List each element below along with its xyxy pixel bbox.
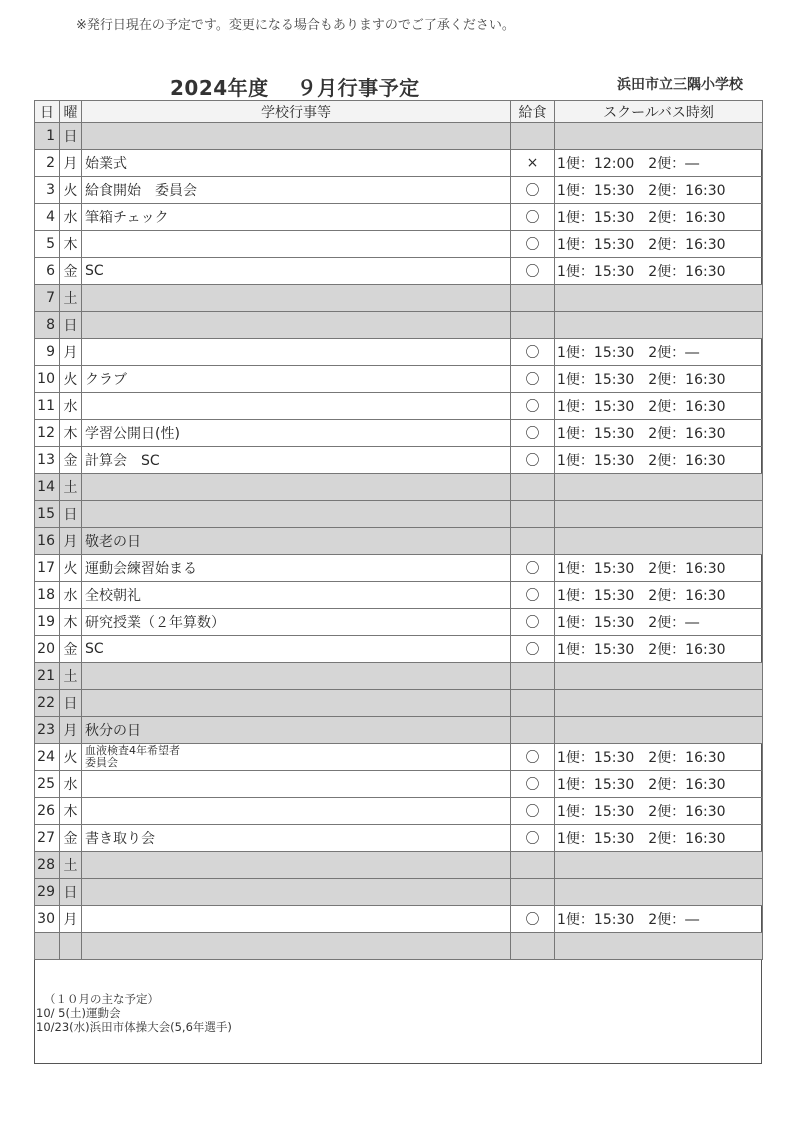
table-row: [35, 636, 763, 663]
day-cell: 4: [35, 204, 60, 231]
lunch-cell: 〇: [511, 744, 555, 771]
event-cell: [82, 285, 511, 312]
day-cell: 24: [35, 744, 60, 771]
weekday-cell: 火: [60, 744, 82, 771]
lunch-cell: 〇: [511, 339, 555, 366]
weekday-cell: 月: [60, 150, 82, 177]
lunch-cell: [511, 474, 555, 501]
lunch-cell: [511, 933, 555, 960]
bus-time-cell: 1便：15:30 2便：16:30: [555, 825, 763, 852]
day-cell: 21: [35, 663, 60, 690]
bus-time-cell: [555, 690, 763, 717]
weekday-cell: [60, 933, 82, 960]
event-cell: [82, 312, 511, 339]
bus-time-cell: 1便：15:30 2便：16:30: [555, 204, 763, 231]
table-row: [35, 906, 763, 933]
table-row: [35, 852, 763, 879]
event-cell: [82, 906, 511, 933]
table-row: [35, 258, 763, 285]
event-cell: [82, 231, 511, 258]
event-cell: [82, 879, 511, 906]
notes-item: 10/23(水)浜田市体操大会(5,6年選手): [36, 1020, 232, 1034]
header-events: 学校行事等: [82, 101, 511, 123]
event-cell: 学習公開日(性): [82, 420, 511, 447]
bus-time-cell: 1便：12:00 2便：―: [555, 150, 763, 177]
day-cell: 15: [35, 501, 60, 528]
day-cell: 28: [35, 852, 60, 879]
notes-heading: （１０月の主な予定）: [44, 992, 159, 1006]
lunch-cell: [511, 312, 555, 339]
schedule-rows: [35, 123, 763, 960]
weekday-cell: 水: [60, 204, 82, 231]
event-cell: 研究授業（２年算数）: [82, 609, 511, 636]
day-cell: 25: [35, 771, 60, 798]
issue-notice: ※発行日現在の予定です。変更になる場合もありますのでご了承ください。: [76, 18, 515, 33]
day-cell: 16: [35, 528, 60, 555]
weekday-cell: 火: [60, 555, 82, 582]
bus-time-cell: 1便：15:30 2便：16:30: [555, 258, 763, 285]
weekday-cell: 金: [60, 825, 82, 852]
event-cell: [82, 690, 511, 717]
lunch-cell: 〇: [511, 825, 555, 852]
event-cell: [82, 852, 511, 879]
bus-time-cell: [555, 879, 763, 906]
weekday-cell: 金: [60, 636, 82, 663]
bus-time-cell: [555, 663, 763, 690]
lunch-cell: [511, 663, 555, 690]
day-cell: 1: [35, 123, 60, 150]
event-cell: 筆箱チェック: [82, 204, 511, 231]
day-cell: 23: [35, 717, 60, 744]
lunch-cell: [511, 690, 555, 717]
weekday-cell: 月: [60, 339, 82, 366]
weekday-cell: 土: [60, 852, 82, 879]
table-row: [35, 204, 763, 231]
page-title: 2024年度 ９月行事予定: [170, 76, 420, 100]
weekday-cell: 水: [60, 582, 82, 609]
table-row: [35, 798, 763, 825]
lunch-cell: 〇: [511, 582, 555, 609]
day-cell: 2: [35, 150, 60, 177]
day-cell: 18: [35, 582, 60, 609]
bus-time-cell: [555, 933, 763, 960]
header-lunch: 給食: [511, 101, 555, 123]
october-notes: [36, 992, 232, 1034]
table-row: [35, 690, 763, 717]
weekday-cell: 日: [60, 312, 82, 339]
schedule-table: [34, 100, 763, 960]
bus-time-cell: [555, 717, 763, 744]
bus-time-cell: [555, 852, 763, 879]
table-row: [35, 231, 763, 258]
school-name: 浜田市立三隅小学校: [617, 77, 743, 93]
event-cell: [82, 771, 511, 798]
day-cell: 5: [35, 231, 60, 258]
lunch-cell: 〇: [511, 393, 555, 420]
day-cell: 7: [35, 285, 60, 312]
bus-time-cell: [555, 528, 763, 555]
lunch-cell: 〇: [511, 798, 555, 825]
weekday-cell: 日: [60, 501, 82, 528]
event-cell: [82, 339, 511, 366]
bus-time-cell: 1便：15:30 2便：―: [555, 609, 763, 636]
bus-time-cell: 1便：15:30 2便：16:30: [555, 798, 763, 825]
lunch-cell: 〇: [511, 609, 555, 636]
day-cell: 3: [35, 177, 60, 204]
day-cell: 9: [35, 339, 60, 366]
lunch-cell: 〇: [511, 420, 555, 447]
lunch-cell: ×: [511, 150, 555, 177]
table-row: [35, 582, 763, 609]
bus-time-cell: 1便：15:30 2便：16:30: [555, 582, 763, 609]
lunch-cell: [511, 123, 555, 150]
event-cell: 始業式: [82, 150, 511, 177]
day-cell: 13: [35, 447, 60, 474]
bus-time-cell: 1便：15:30 2便：16:30: [555, 393, 763, 420]
event-cell: [82, 663, 511, 690]
event-cell: 秋分の日: [82, 717, 511, 744]
bus-time-cell: 1便：15:30 2便：16:30: [555, 636, 763, 663]
event-cell: 血液検査4年希望者 委員会: [82, 744, 511, 771]
bus-time-cell: [555, 501, 763, 528]
weekday-cell: 土: [60, 285, 82, 312]
header-weekday: 曜: [60, 101, 82, 123]
bus-time-cell: 1便：15:30 2便：16:30: [555, 555, 763, 582]
event-cell: 敬老の日: [82, 528, 511, 555]
event-cell: 給食開始 委員会: [82, 177, 511, 204]
table-row: [35, 285, 763, 312]
day-cell: 11: [35, 393, 60, 420]
day-cell: [35, 933, 60, 960]
event-cell: [82, 798, 511, 825]
event-cell: [82, 474, 511, 501]
weekday-cell: 火: [60, 177, 82, 204]
day-cell: 8: [35, 312, 60, 339]
table-row: [35, 528, 763, 555]
day-cell: 27: [35, 825, 60, 852]
bus-time-cell: 1便：15:30 2便：16:30: [555, 420, 763, 447]
table-row: [35, 123, 763, 150]
lunch-cell: 〇: [511, 177, 555, 204]
lunch-cell: 〇: [511, 906, 555, 933]
weekday-cell: 水: [60, 393, 82, 420]
lunch-cell: 〇: [511, 258, 555, 285]
weekday-cell: 日: [60, 879, 82, 906]
bus-time-cell: 1便：15:30 2便：16:30: [555, 771, 763, 798]
bus-time-cell: [555, 285, 763, 312]
event-cell: SC: [82, 636, 511, 663]
bus-time-cell: [555, 474, 763, 501]
table-row: [35, 717, 763, 744]
day-cell: 10: [35, 366, 60, 393]
day-cell: 22: [35, 690, 60, 717]
day-cell: 12: [35, 420, 60, 447]
event-cell: [82, 393, 511, 420]
bus-time-cell: 1便：15:30 2便：―: [555, 906, 763, 933]
weekday-cell: 土: [60, 474, 82, 501]
lunch-cell: 〇: [511, 771, 555, 798]
table-row: [35, 177, 763, 204]
weekday-cell: 日: [60, 123, 82, 150]
lunch-cell: 〇: [511, 447, 555, 474]
bus-time-cell: 1便：15:30 2便：16:30: [555, 447, 763, 474]
weekday-cell: 土: [60, 663, 82, 690]
table-row: [35, 474, 763, 501]
event-cell: 計算会 SC: [82, 447, 511, 474]
table-row: [35, 420, 763, 447]
day-cell: 20: [35, 636, 60, 663]
lunch-cell: [511, 879, 555, 906]
weekday-cell: 月: [60, 717, 82, 744]
event-cell: [82, 933, 511, 960]
bus-time-cell: 1便：15:30 2便：16:30: [555, 231, 763, 258]
table-row: [35, 609, 763, 636]
table-row: [35, 501, 763, 528]
bus-time-cell: 1便：15:30 2便：16:30: [555, 366, 763, 393]
event-cell: [82, 123, 511, 150]
table-row: [35, 933, 763, 960]
notes-item: 10/ 5(土)運動会: [36, 1006, 121, 1020]
bus-time-cell: [555, 312, 763, 339]
lunch-cell: 〇: [511, 636, 555, 663]
lunch-cell: [511, 501, 555, 528]
weekday-cell: 月: [60, 528, 82, 555]
table-header-row: [35, 101, 763, 123]
table-row: [35, 744, 763, 771]
event-cell: 運動会練習始まる: [82, 555, 511, 582]
table-row: [35, 312, 763, 339]
table-row: [35, 879, 763, 906]
table-row: [35, 393, 763, 420]
table-row: [35, 771, 763, 798]
bus-time-cell: 1便：15:30 2便：―: [555, 339, 763, 366]
event-cell: SC: [82, 258, 511, 285]
lunch-cell: 〇: [511, 204, 555, 231]
day-cell: 14: [35, 474, 60, 501]
weekday-cell: 火: [60, 366, 82, 393]
table-row: [35, 447, 763, 474]
table-row: [35, 825, 763, 852]
day-cell: 26: [35, 798, 60, 825]
weekday-cell: 金: [60, 447, 82, 474]
lunch-cell: 〇: [511, 231, 555, 258]
day-cell: 29: [35, 879, 60, 906]
weekday-cell: 水: [60, 771, 82, 798]
weekday-cell: 木: [60, 231, 82, 258]
event-cell: [82, 501, 511, 528]
weekday-cell: 木: [60, 609, 82, 636]
table-row: [35, 150, 763, 177]
day-cell: 30: [35, 906, 60, 933]
table-row: [35, 339, 763, 366]
table-row: [35, 555, 763, 582]
bus-time-cell: [555, 123, 763, 150]
weekday-cell: 月: [60, 906, 82, 933]
table-row: [35, 663, 763, 690]
weekday-cell: 木: [60, 798, 82, 825]
lunch-cell: [511, 285, 555, 312]
header-day: 日: [35, 101, 60, 123]
lunch-cell: [511, 528, 555, 555]
lunch-cell: 〇: [511, 555, 555, 582]
event-cell: 書き取り会: [82, 825, 511, 852]
bus-time-cell: 1便：15:30 2便：16:30: [555, 177, 763, 204]
day-cell: 6: [35, 258, 60, 285]
lunch-cell: 〇: [511, 366, 555, 393]
lunch-cell: [511, 717, 555, 744]
weekday-cell: 日: [60, 690, 82, 717]
event-cell: 全校朝礼: [82, 582, 511, 609]
event-cell: クラブ: [82, 366, 511, 393]
bus-time-cell: 1便：15:30 2便：16:30: [555, 744, 763, 771]
table-row: [35, 366, 763, 393]
day-cell: 19: [35, 609, 60, 636]
day-cell: 17: [35, 555, 60, 582]
header-bus: スクールバス時刻: [555, 101, 763, 123]
lunch-cell: [511, 852, 555, 879]
weekday-cell: 木: [60, 420, 82, 447]
weekday-cell: 金: [60, 258, 82, 285]
